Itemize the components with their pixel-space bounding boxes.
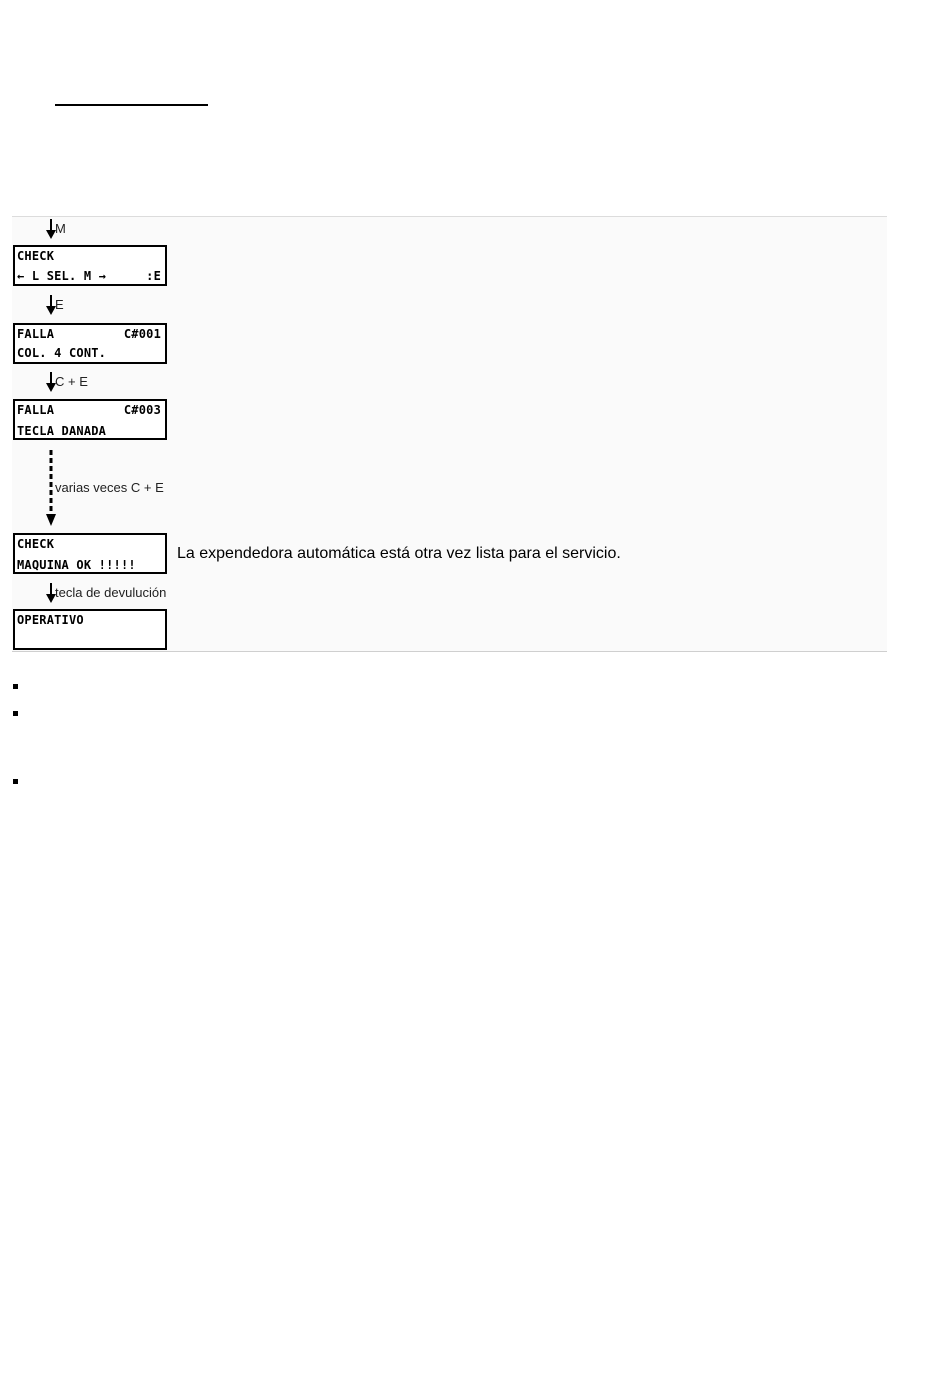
lcd-line1-right: C#001 — [123, 327, 161, 341]
lcd-line1-text: CHECK — [17, 537, 55, 551]
lcd-line2-text: ← L SEL. M → — [17, 269, 107, 283]
transition-label-repeat: varias veces C + E — [55, 480, 164, 495]
lcd-line2-text: COL. 4 CONT. — [17, 346, 107, 360]
ready-note: La expendedora automática está otra vez lista para el servicio. — [177, 545, 621, 562]
lcd-line1-right: C#003 — [123, 403, 161, 417]
lcd-screen-operativo — [13, 609, 167, 650]
heading-underline — [55, 104, 208, 106]
lcd-line1-text: FALLA — [17, 327, 55, 341]
lcd-line1-text: CHECK — [17, 249, 55, 263]
transition-label-c-e: C + E — [55, 374, 88, 389]
transition-label-e: E — [55, 297, 64, 312]
lcd-line2-text: TECLA DANADA — [17, 424, 107, 438]
menu-flow-diagram — [12, 216, 887, 652]
lcd-screen-falla-001 — [13, 323, 167, 364]
lcd-line2-right: :E — [146, 269, 161, 283]
lcd-line1-text: OPERATIVO — [17, 613, 84, 627]
transition-label-return-key: tecla de devulución — [55, 585, 167, 600]
transition-label-m: M — [55, 221, 66, 236]
lcd-screen-falla-003 — [13, 399, 167, 440]
lcd-line2-text: MAQUINA OK !!!!! — [17, 558, 136, 572]
list-bullet — [13, 779, 18, 784]
lcd-screen-check — [13, 245, 167, 286]
lcd-line1-text: FALLA — [17, 403, 55, 417]
list-bullet — [13, 711, 18, 716]
lcd-screen-maquina-ok — [13, 533, 167, 574]
list-bullet — [13, 684, 18, 689]
